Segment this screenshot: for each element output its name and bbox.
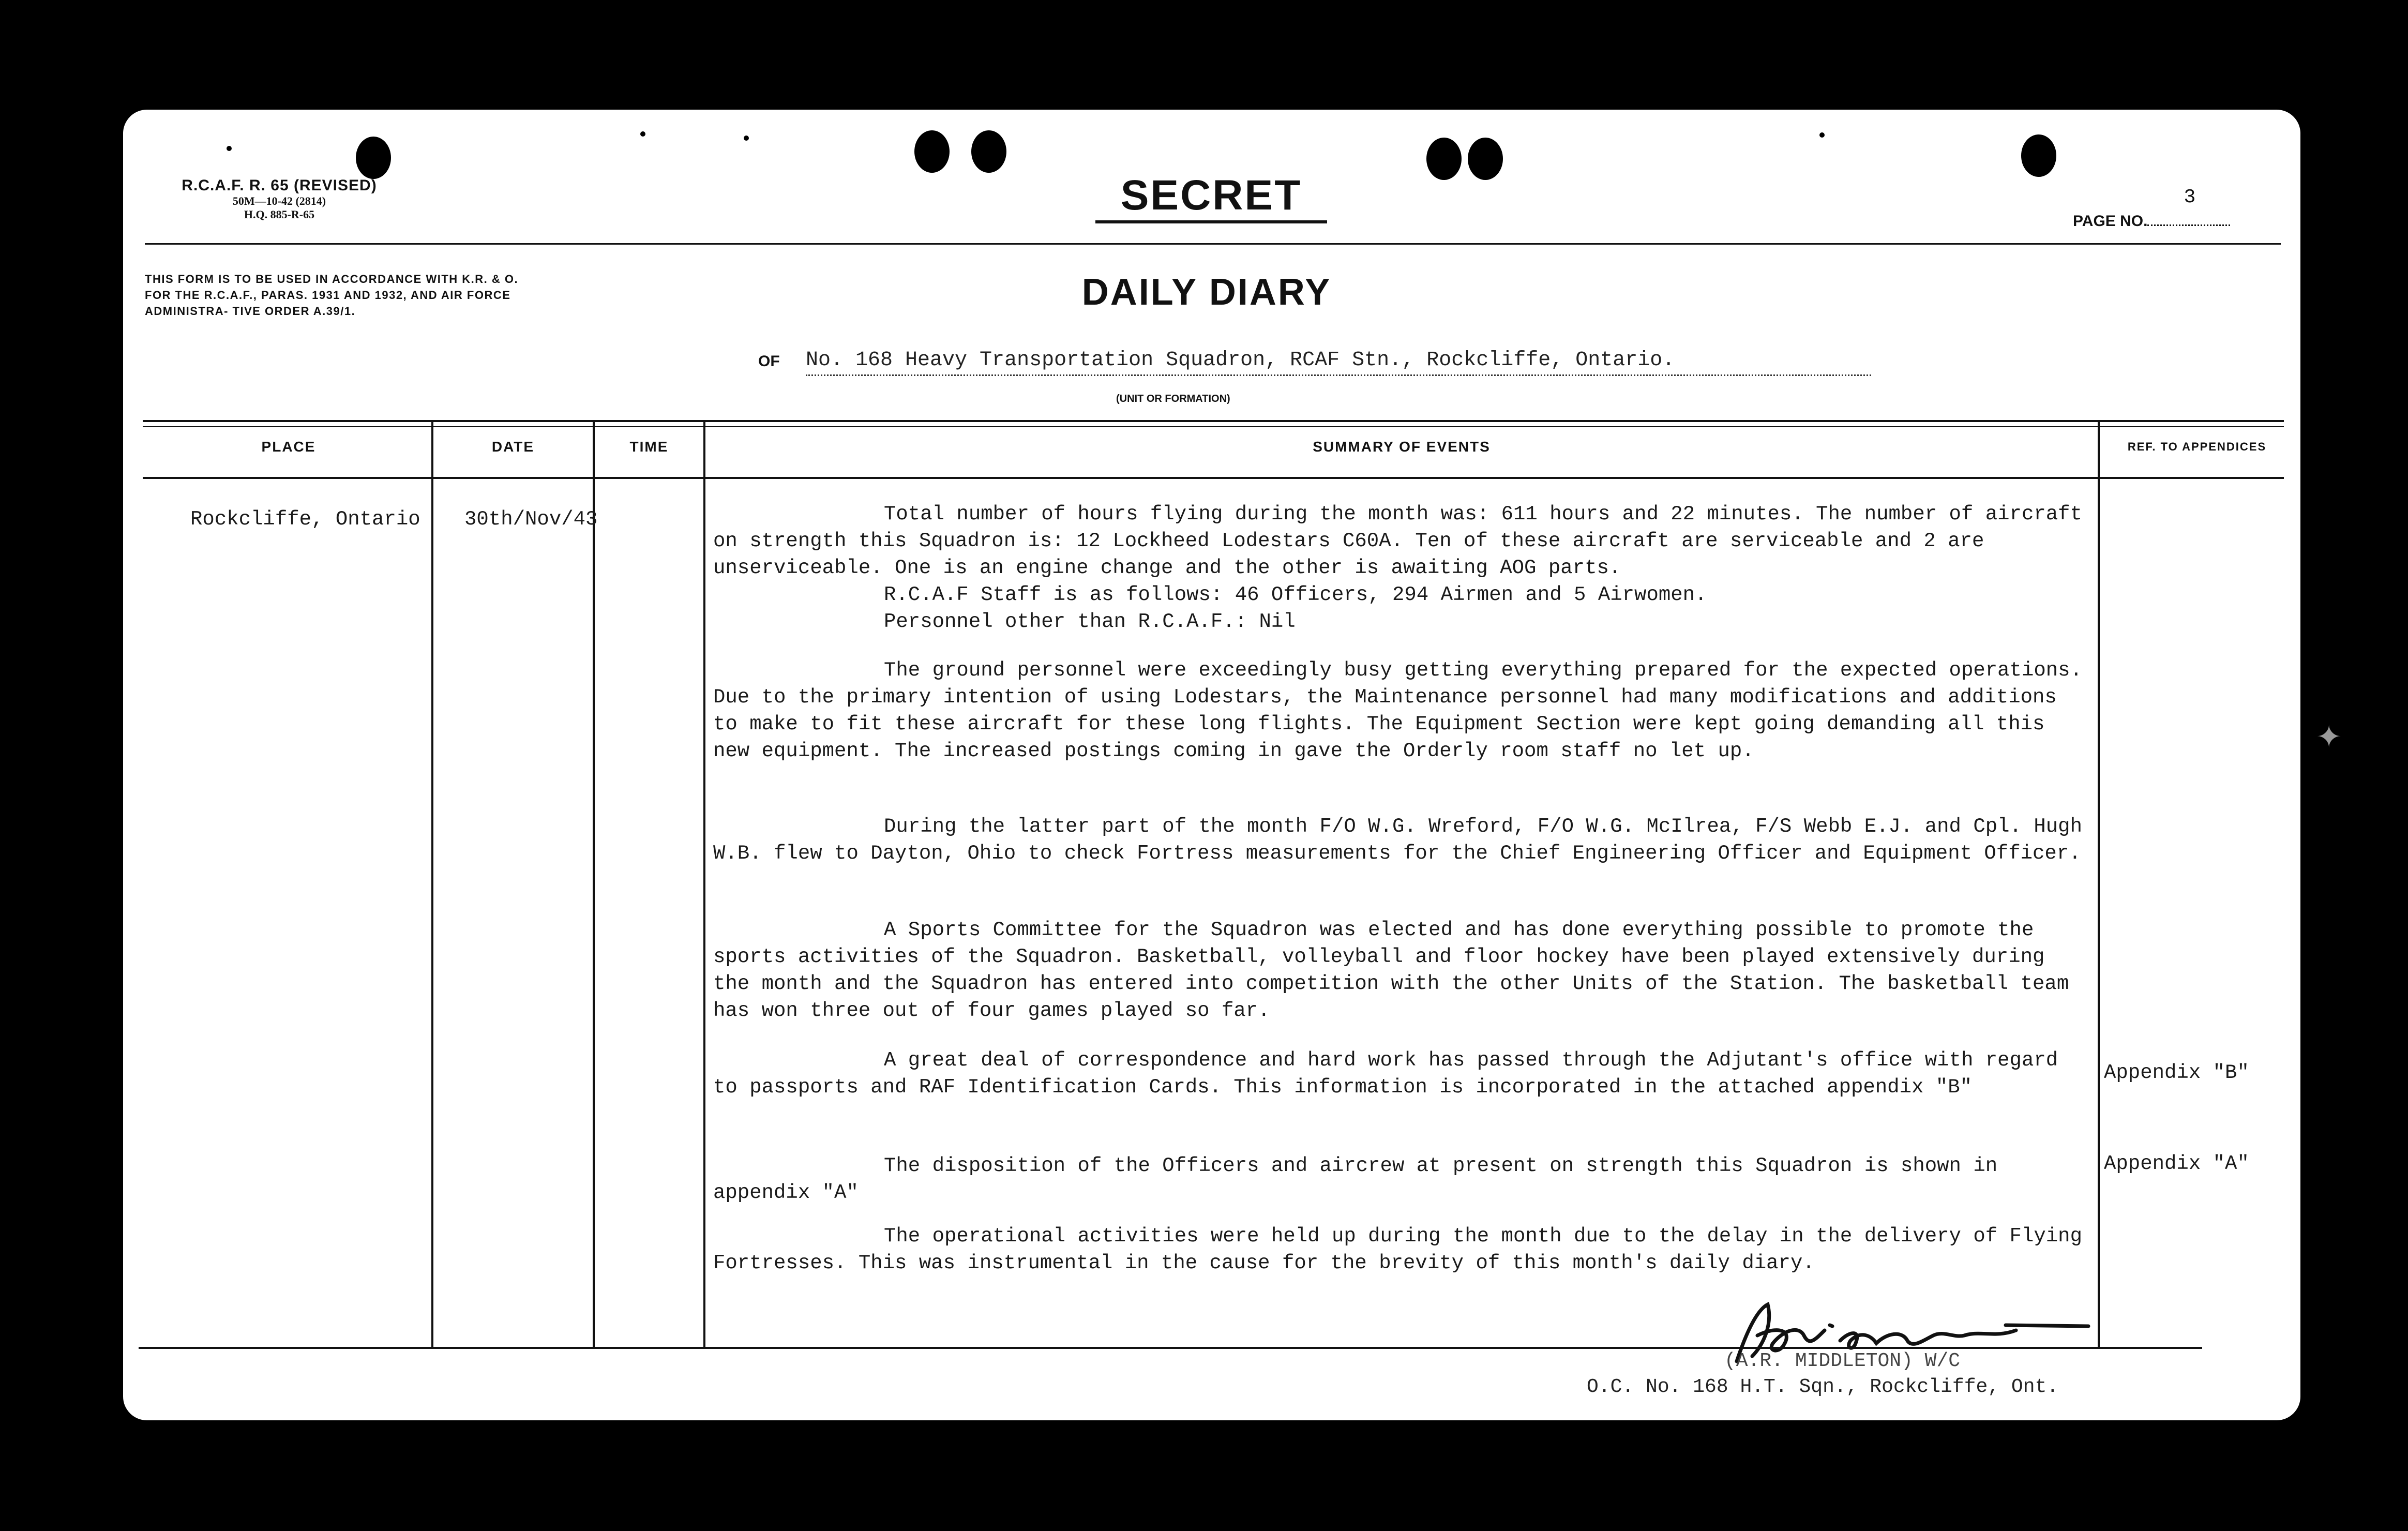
ink-speck — [640, 131, 645, 137]
page-title: DAILY DIARY — [1081, 272, 1332, 313]
unit-name: No. 168 Heavy Transportation Squadron, RCAF Stn., Rockcliffe, Ontario. — [806, 347, 1871, 376]
punch-hole — [1468, 138, 1503, 180]
summary-paragraph: Personnel other than R.C.A.F.: Nil — [884, 610, 1296, 633]
signatory-name: (A.R. MIDDLETON) W/C — [1724, 1350, 1961, 1372]
column-divider — [431, 420, 433, 1347]
summary-paragraph: Total number of hours flying during the month was: 611 hours and 22 minutes. The number of aircraft on strength this Squadron is: 12 Lockheed Lodestars C60A. Ten of these aircraft are serviceable and 2 are unserviceable. One is an engine change and the other is awaiting AOG parts. — [713, 503, 2082, 579]
summary-paragraph: A great deal of correspondence and hard work has passed through the Adjutant's office with regard to passports and RAF Identification Cards. This information is incorporated in the attached appendix "B" — [713, 1049, 2058, 1099]
ink-speck — [1819, 132, 1825, 138]
summary-paragraph: The disposition of the Officers and aircrew at present on strength this Squadron is shown in appendix "A" — [713, 1154, 1998, 1204]
form-ref-line3: H.Q. 885-R-65 — [244, 208, 315, 221]
summary-paragraph: The operational activities were held up during the month due to the delay in the delivery of Flying Fortresses. This was instrumental in the cause for the brevity of this month's daily diary. — [713, 1225, 2082, 1274]
page-number-field — [2073, 186, 2230, 230]
form-reference — [145, 177, 414, 221]
punch-hole — [914, 130, 950, 173]
column-divider — [2098, 420, 2100, 1347]
entry-date: 30th/Nov/43 — [464, 508, 598, 531]
header-rule — [145, 243, 2281, 245]
column-header-ref: REF. TO APPENDICES — [2127, 440, 2267, 453]
diary-sheet — [123, 110, 2300, 1420]
unit-caption: (UNIT OR FORMATION) — [1116, 393, 1230, 404]
column-header-date: DATE — [491, 439, 535, 455]
edge-mark: ✦ — [2316, 719, 2342, 754]
header-bottom-rule — [143, 477, 2284, 479]
punch-hole — [356, 137, 391, 179]
summary-paragraph: During the latter part of the month F/O W.G. Wreford, F/O W.G. McIlrea, F/S Webb E.J. and Cpl. Hugh W.B. flew to Dayton, Ohio to check Fortress measurements for the Chief Engineering Officer and Equipment Officer. — [713, 815, 2082, 865]
entry-place: Rockcliffe, Ontario — [190, 508, 420, 531]
form-instructions: THIS FORM IS TO BE USED IN ACCORDANCE WITH K.R. & O. FOR THE R.C.A.F., PARAS. 1931 AND 1932, AND AIR FORCE ADMINISTRA- TIVE ORDER A.39/1. — [145, 273, 519, 318]
punch-hole — [1426, 138, 1462, 180]
form-ref-line1: R.C.A.F. R. 65 (REVISED) — [182, 177, 377, 194]
column-header-time: TIME — [629, 439, 669, 455]
signatory-title: O.C. No. 168 H.T. Sqn., Rockcliffe, Ont. — [1587, 1376, 2059, 1398]
summary-paragraph: The ground personnel were exceedingly busy getting everything prepared for the expected operations. Due to the primary intention of using Lodestars, the Maintenance personnel had many modifications and additions to make to fit these aircraft for these long flights. The Equipment Section were kept going demanding all this new equipment. The increased postings coming in gave the Orderly room staff no let up. — [713, 659, 2082, 762]
form-ref-line2: 50M—10-42 (2814) — [232, 194, 326, 207]
summary-paragraph: R.C.A.F Staff is as follows: 46 Officers, 294 Airmen and 5 Airwomen. — [884, 583, 1707, 606]
table-top-rule-2 — [143, 426, 2284, 427]
ink-speck — [744, 136, 749, 141]
punch-hole — [971, 130, 1006, 173]
table-top-rule — [143, 420, 2284, 422]
column-header-summary: SUMMARY OF EVENTS — [1313, 439, 1491, 455]
column-divider — [593, 420, 595, 1347]
of-label: OF — [758, 353, 780, 370]
appendix-ref-a: Appendix "A" — [2104, 1152, 2249, 1175]
appendix-ref-b: Appendix "B" — [2104, 1061, 2249, 1084]
column-header-place: PLACE — [261, 439, 316, 455]
page-number-value: 3 — [2184, 186, 2196, 208]
page-number-label: PAGE NO. — [2073, 213, 2148, 230]
punch-hole — [2021, 134, 2056, 177]
ink-speck — [227, 146, 232, 151]
classification-stamp: SECRET — [1095, 171, 1327, 223]
column-divider — [703, 420, 705, 1347]
summary-paragraph: A Sports Committee for the Squadron was elected and has done everything possible to promote the sports activities of the Squadron. Basketball, volleyball and floor hockey have been played extensively during the month and the Squadron has entered into competition with the other Units of the Station. The basketball team has won three out of four games played so far. — [713, 919, 2069, 1022]
